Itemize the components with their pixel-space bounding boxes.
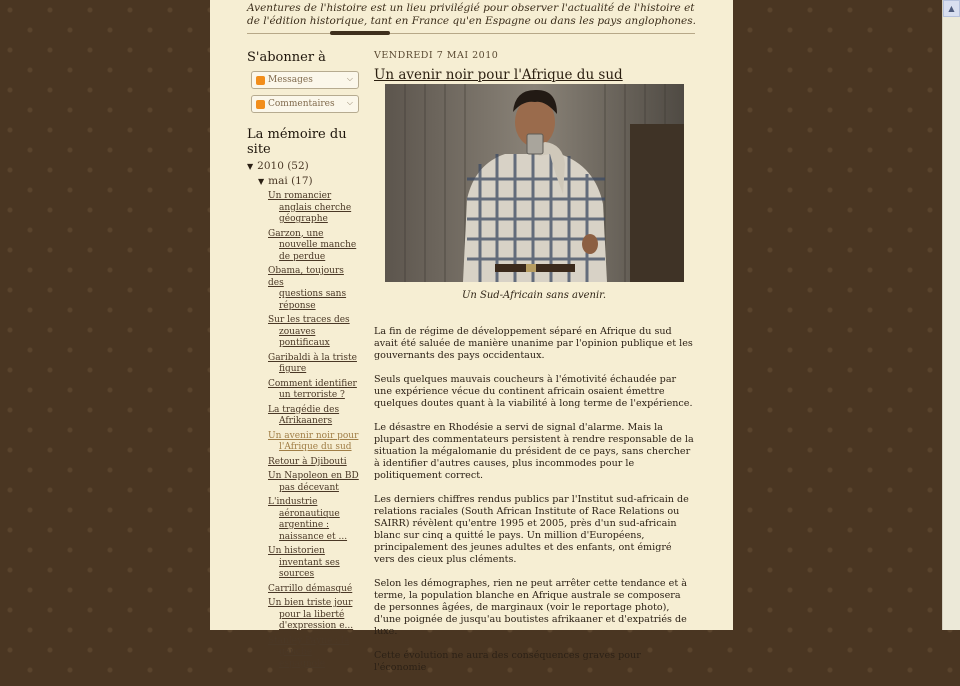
man-drinking-photo bbox=[385, 84, 684, 282]
rss-feed-icon bbox=[256, 100, 265, 109]
archive-post-link[interactable] bbox=[268, 315, 360, 350]
archive-post-link-line2: pas décevant bbox=[279, 482, 339, 493]
archive-post-link[interactable] bbox=[268, 546, 360, 581]
chevron-down-icon: ⌵ bbox=[346, 98, 353, 107]
archive-month-toggle[interactable] bbox=[258, 174, 367, 189]
archive-post-link-line1: L'industrie bbox=[268, 497, 318, 507]
archive-post-link[interactable] bbox=[268, 457, 360, 469]
archive-post-link-line2: nouvelle manche de perdue bbox=[279, 240, 357, 262]
archive-post-link-line1: Garzon, une bbox=[268, 228, 324, 239]
blog-tagline: Aventures de l'histoire est un lieu privilégié pour observer l'actualité de l'histoire et de l'édition historique, tant en France qu'en Espagne ou dans les pays anglophones. bbox=[247, 2, 696, 27]
archive-post-link-line2: questions sans réponse bbox=[279, 289, 347, 311]
archive-post-link[interactable] bbox=[268, 229, 360, 264]
archive-post-link-line2: gauche espagnole bbox=[279, 647, 326, 669]
photo-caption: Un Sud-Africain sans avenir. bbox=[461, 290, 607, 301]
header-divider bbox=[247, 33, 695, 34]
archive-month-label: mai (17) bbox=[268, 175, 313, 187]
subscribe-heading: S'abonner à bbox=[247, 50, 326, 65]
subscribe-messages-button[interactable] bbox=[251, 71, 359, 89]
archive-post-list bbox=[268, 191, 360, 670]
archive-post-link-line2: un terroriste ? bbox=[279, 390, 345, 400]
archive-post-link[interactable] bbox=[268, 598, 360, 633]
feed-label: Messages bbox=[268, 75, 313, 85]
archive-post-link[interactable] bbox=[268, 584, 360, 596]
archive-post-link[interactable] bbox=[268, 379, 360, 402]
chevron-down-icon: ⌵ bbox=[346, 74, 353, 83]
archive-year-label: 2010 (52) bbox=[257, 160, 309, 172]
post-paragraph: Le désastre en Rhodésie a servi de signal d'alarme. Mais la plupart des commentateurs persistent à rendre responsable de la situation la mégalomanie du président de ce pays, sans chercher à identifier d'autres causes, plus incommodes pour le politiquement correct. bbox=[374, 422, 694, 481]
archive-post-link[interactable] bbox=[268, 191, 360, 226]
archive-post-link[interactable] bbox=[268, 636, 360, 671]
archive-post-link-line2: anglais cherche géographe bbox=[279, 202, 352, 224]
archive-post-link[interactable] bbox=[268, 353, 360, 376]
archive-post-link-line2: figure bbox=[279, 364, 307, 374]
archive-post-link-line2: inventant ses sources bbox=[279, 557, 340, 579]
post-body bbox=[374, 326, 694, 686]
archive-post-link-line2: l'Afrique du sud bbox=[279, 442, 352, 452]
archive-post-link-line1: La tragédie des bbox=[268, 404, 340, 415]
subscribe-comments-button[interactable] bbox=[251, 95, 359, 113]
blog-page bbox=[210, 0, 733, 673]
browser-scrollbar[interactable] bbox=[942, 0, 960, 630]
scroll-up-arrow-icon[interactable]: ▲ bbox=[943, 0, 960, 17]
post-paragraph: Les derniers chiffres rendus publics par l'Institut sud-africain de relations raciales (South African Institute of Race Relations ou SAIRR) révèlent qu'entre 1995 et 2005, près d'un sud-africain blanc sur cinq a quitté le pays. Un million d'Européens, principalement des jeunes adultes et des enfants, ont émigré vers des cieux plus cléments. bbox=[374, 494, 689, 565]
archive-post-link-line1: Obama, toujours des bbox=[268, 266, 344, 288]
archive-post-link-line2: zouaves pontificaux bbox=[279, 326, 330, 348]
archive-post-link-line1: Sur les traces des bbox=[268, 315, 350, 325]
archive-post-link-line2: Afrikaaners bbox=[279, 416, 333, 426]
post-paragraph: La fin de régime de développement séparé en Afrique du sud avait été saluée de manière unanime par l'opinion publique et les gouvernants des pays occidentaux. bbox=[374, 326, 693, 361]
archive-post-link-line1: Un avenir noir pour bbox=[268, 430, 359, 441]
archive-post-link-line1: Comment identifier bbox=[268, 378, 357, 389]
post-photo bbox=[385, 84, 684, 282]
divider-ornament bbox=[330, 31, 390, 35]
archive-post-link[interactable] bbox=[268, 266, 360, 312]
post-date: VENDREDI 7 MAI 2010 bbox=[374, 50, 499, 61]
archive-post-link-line1: Stanley Payne : la bbox=[268, 635, 350, 646]
archive-post-link-line1: Un romancier bbox=[268, 191, 332, 201]
sidebar bbox=[247, 50, 367, 673]
rss-feed-icon bbox=[256, 76, 265, 85]
archive-heading: La mémoire du site bbox=[247, 127, 347, 157]
archive-post-link[interactable] bbox=[268, 405, 360, 428]
triangle-down-icon: ▼ bbox=[247, 162, 254, 171]
triangle-down-icon: ▼ bbox=[258, 177, 265, 186]
post-paragraph: Selon les démographes, rien ne peut arrêter cette tendance et à terme, la population blanche en Afrique australe se composera de personnes âgées, de marginaux (voir le reportage photo), d'une poignée de jusqu'au boutistes afrikaaner et d'expatriés de luxe. bbox=[374, 578, 687, 637]
archive-post-link-line1: Garibaldi à la triste bbox=[268, 352, 357, 363]
archive-post-link-line2: pour la liberté d'expression e... bbox=[279, 609, 354, 631]
archive-post-link[interactable] bbox=[268, 471, 360, 494]
archive-post-link[interactable] bbox=[268, 497, 360, 543]
post-title-link[interactable]: Un avenir noir pour l'Afrique du sud bbox=[374, 67, 623, 83]
archive-post-link-line1: Carrillo démasqué bbox=[268, 583, 353, 594]
archive-post-link-line1: Un historien bbox=[268, 546, 325, 556]
feed-label: Commentaires bbox=[268, 99, 335, 109]
archive-post-link-line1: Retour à Djibouti bbox=[268, 456, 347, 467]
post bbox=[374, 50, 694, 673]
archive-post-link-line1: Un bien triste jour bbox=[268, 598, 353, 608]
post-paragraph: Cette évolution ne aura des conséquences graves pour l'économie bbox=[374, 650, 641, 673]
archive-year-toggle[interactable] bbox=[247, 159, 367, 174]
archive-post-link-line1: Un Napoleon en BD bbox=[268, 471, 359, 481]
post-paragraph: Seuls quelques mauvais coucheurs à l'émotivité échaudée par une expérience vécue du continent africain osaient émettre quelques doutes quant à la viabilité à long terme de l'expérience. bbox=[374, 374, 693, 409]
archive-post-link-line2: aéronautique argentine : naissance et ... bbox=[279, 508, 348, 542]
archive-post-link[interactable] bbox=[268, 431, 360, 454]
